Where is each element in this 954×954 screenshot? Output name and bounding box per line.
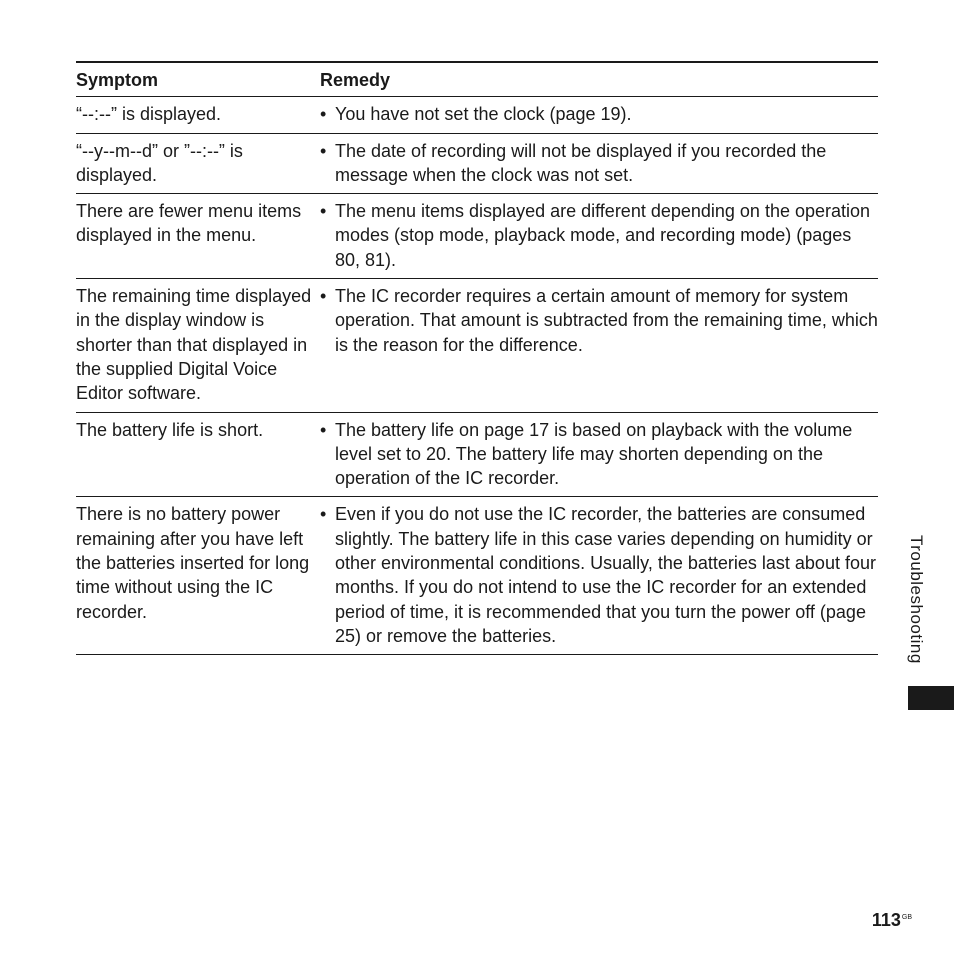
- remedy-text: The date of recording will not be displayed if you recorded the message when the clock was not set.: [335, 140, 827, 185]
- remedy-cell: [320, 497, 878, 654]
- table-row: [76, 134, 878, 195]
- page-number-value: 113: [871, 910, 901, 930]
- troubleshooting-table: [76, 61, 878, 655]
- remedy-cell: [320, 134, 878, 194]
- remedy-text: The IC recorder requires a certain amount of memory for system operation. That amount is subtracted from the remaining time, which is the reason for the difference.: [335, 286, 878, 355]
- table-row: [76, 97, 878, 133]
- table-row: [76, 413, 878, 498]
- bullet-mark: •: [320, 419, 327, 440]
- table-header-row: [76, 63, 878, 97]
- section-side-label: Troubleshooting: [907, 535, 926, 664]
- page-number-suffix: GB: [901, 914, 912, 921]
- bullet-mark: •: [320, 504, 327, 525]
- remedy-text: The battery life on page 17 is based on playback with the volume level set to 20. The battery life may shorten depending on the operation of the IC recorder.: [335, 419, 853, 489]
- remedy-text: You have not set the clock (page 19).: [335, 104, 632, 125]
- symptom-cell: There is no battery power remaining after you have left the batteries inserted for long time without using the IC recorder.: [76, 504, 310, 622]
- table-row: [76, 194, 878, 279]
- remedy-cell: [320, 97, 878, 132]
- remedy-cell: [320, 194, 878, 278]
- remedy-cell: [320, 413, 878, 497]
- symptom-cell: There are fewer menu items displayed in the menu.: [76, 201, 302, 246]
- symptom-cell: The battery life is short.: [76, 419, 264, 440]
- remedy-text: Even if you do not use the IC recorder, the batteries are consumed slightly. The battery life in this case varies depending on humidity or other environmental conditions. Usually, the batteries last about four months. If you do not intend to use the IC recorder for an extended period of time, it is recommended that you turn the power off (page 25) or remove the batteries.: [335, 504, 876, 646]
- remedy-text: The menu items displayed are different depending on the operation modes (stop mode, playback mode, and recording mode) (pages 80, 81).: [335, 201, 871, 270]
- bullet-mark: •: [320, 140, 327, 161]
- table-row: [76, 497, 878, 655]
- bullet-mark: •: [320, 104, 327, 125]
- bullet-mark: •: [320, 286, 327, 307]
- symptom-cell: “--y--m--d” or ”--:--” is displayed.: [76, 140, 243, 185]
- remedy-column-header: Remedy: [320, 70, 391, 90]
- symptom-column-header: Symptom: [76, 70, 159, 90]
- section-tab-marker: [908, 686, 954, 710]
- table-row: [76, 279, 878, 412]
- bullet-mark: •: [320, 201, 327, 222]
- symptom-cell: The remaining time displayed in the display window is shorter than that displayed in the supplied Digital Voice Editor software.: [76, 286, 312, 404]
- page-number: [872, 910, 912, 931]
- symptom-cell: “--:--” is displayed.: [76, 104, 222, 125]
- remedy-cell: [320, 279, 878, 411]
